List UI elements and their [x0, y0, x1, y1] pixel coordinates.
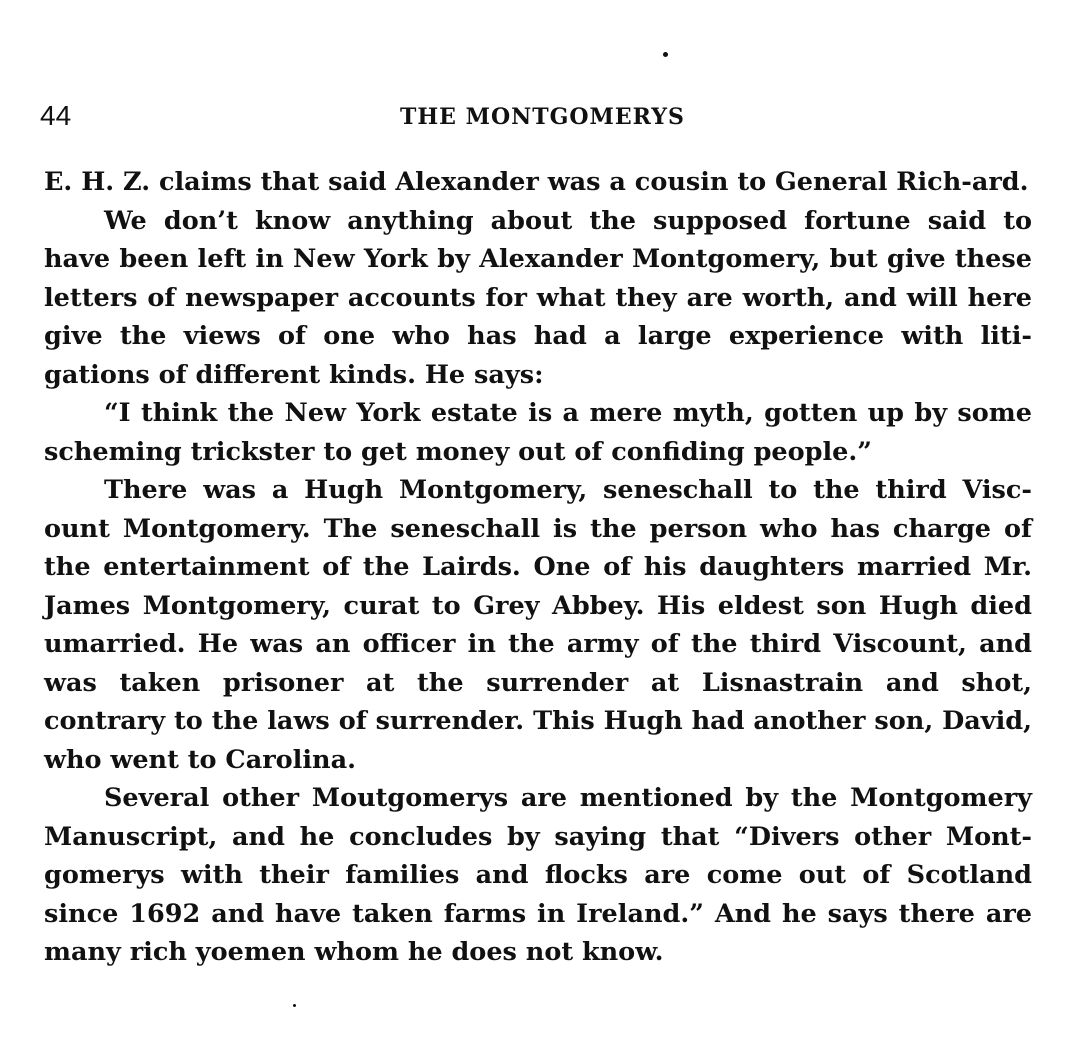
ink-speck — [663, 52, 668, 57]
body-text — [44, 163, 1032, 972]
paragraph: There was a Hugh Montgomery, seneschall to the third Visc-ount Montgomery. The seneschall is the person who has charge of the entertainment of the Lairds. One of his daughters married Mr. James Montgomery, curat to Grey Abbey. His eldest son Hugh died umarried. He was an officer in the army of the third Viscount, and was taken prisoner at the surrender at Lisnastrain and shot, contrary to the laws of surrender. This Hugh had another son, David, who went to Carolina. — [44, 475, 1032, 775]
paragraph: E. H. Z. claims that said Alexander was a cousin to General Rich-ard. — [44, 167, 1029, 197]
page-header — [40, 100, 1030, 140]
paragraph: We don’t know anything about the supposed fortune said to have been left in New York by Alexander Montgomery, but give these letters of newspaper accounts for what they are worth, and will here give the views of one who has had a large experience with liti-gations of different kinds. He says: — [44, 205, 1032, 390]
quotation-paragraph: “I think the New York estate is a mere myth, gotten up by some scheming trickster to get money out of confiding people.” — [44, 398, 1032, 467]
ink-speck — [293, 1004, 296, 1007]
running-title: THE MONTGOMERYS — [400, 104, 685, 130]
page-number: 44 — [40, 100, 72, 131]
paragraph: Several other Moutgomerys are mentioned by the Montgomery Manuscript, and he concludes by saying that “Divers other Mont-gomerys with their families and flocks are come out of Scotland since 1692 and have taken farms in Ireland.” And he says there are many rich yoemen whom he does not know. — [44, 783, 1032, 967]
